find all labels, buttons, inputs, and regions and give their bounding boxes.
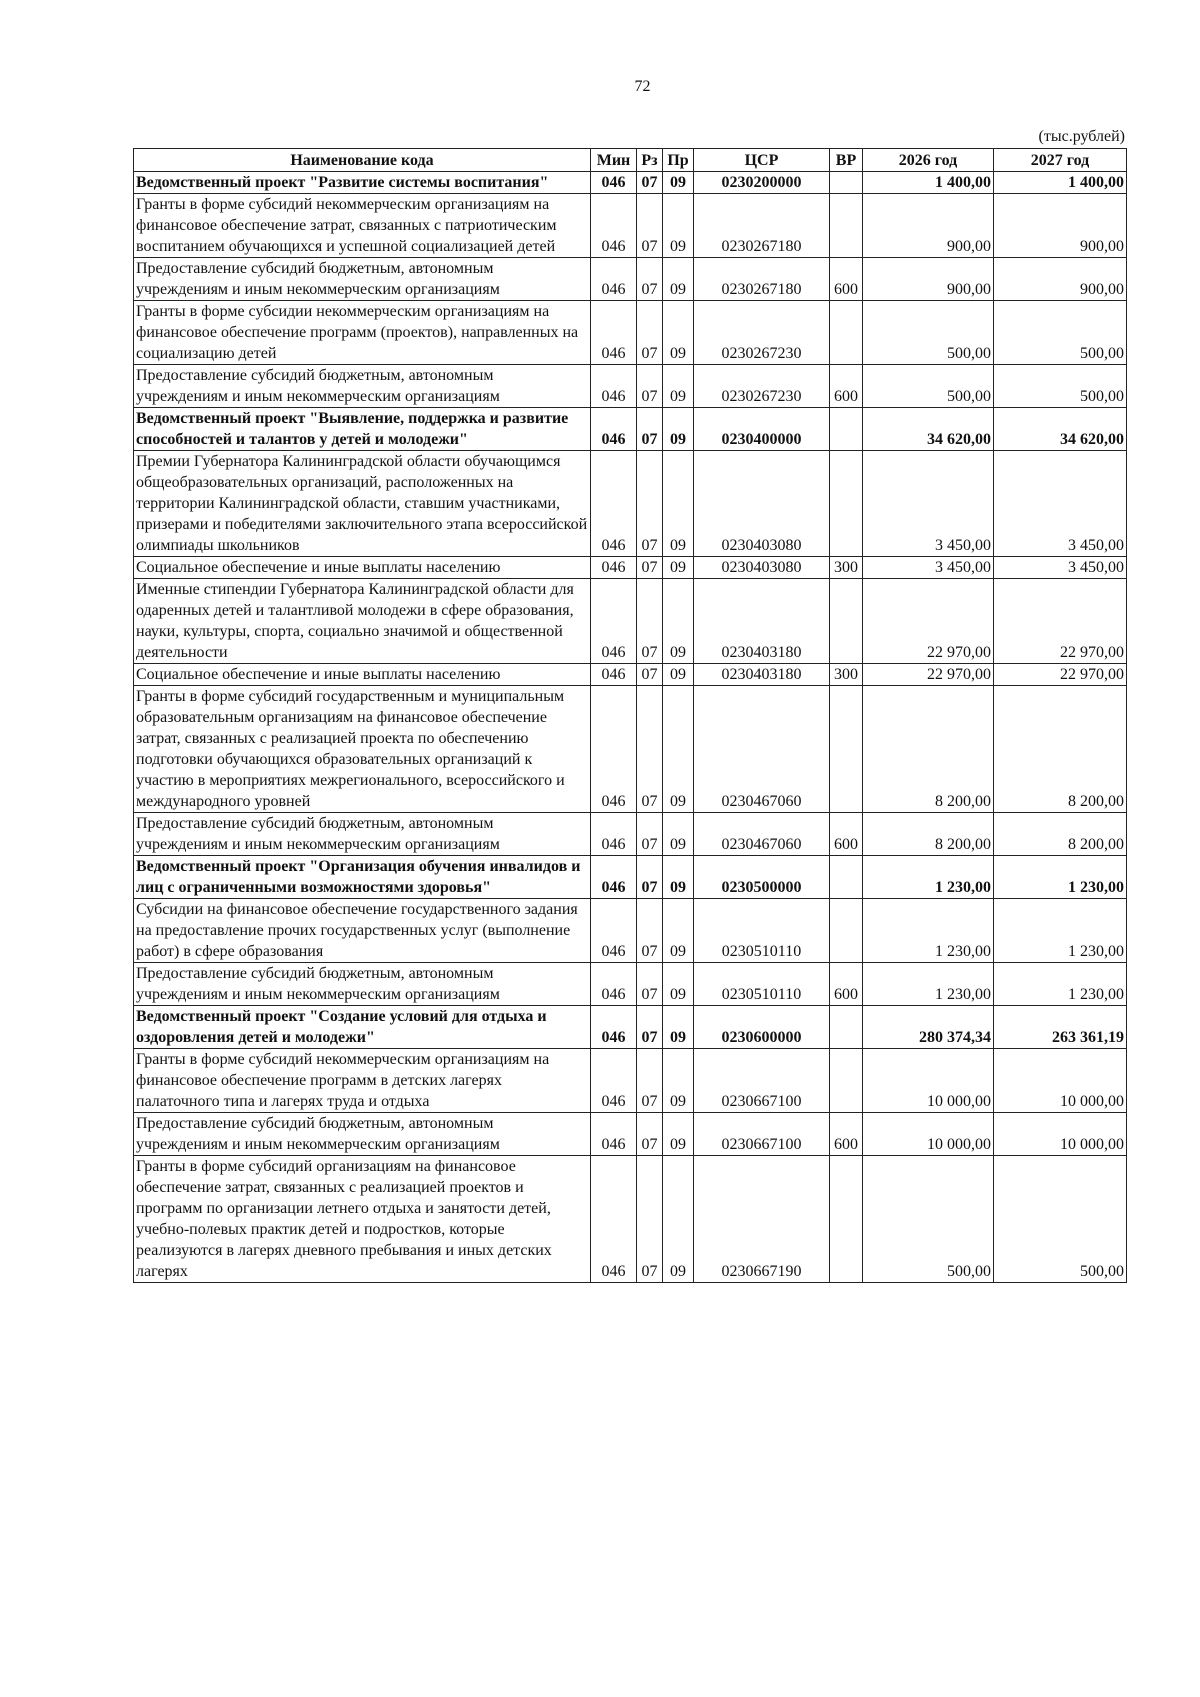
cell-pr: 09 xyxy=(663,1113,694,1156)
table-row xyxy=(134,579,1127,664)
cell-name: Предоставление субсидий бюджетным, автономным учреждениям и иным некоммерческим организациям xyxy=(134,813,591,856)
cell-2026: 1 230,00 xyxy=(863,899,994,963)
cell-vr xyxy=(830,194,863,258)
cell-min: 046 xyxy=(591,813,637,856)
cell-name: Субсидии на финансовое обеспечение государственного задания на предоставление прочих государственных услуг (выполнение работ) в сфере образования xyxy=(134,899,591,963)
cell-min: 046 xyxy=(591,664,637,686)
cell-2027: 500,00 xyxy=(994,1156,1127,1283)
cell-min: 046 xyxy=(591,408,637,451)
cell-name: Предоставление субсидий бюджетным, автономным учреждениям и иным некоммерческим организациям xyxy=(134,963,591,1006)
cell-vr xyxy=(830,686,863,813)
column-header-vr: ВР xyxy=(830,149,863,172)
cell-csr: 0230403080 xyxy=(694,557,830,579)
table-row xyxy=(134,194,1127,258)
table-row xyxy=(134,301,1127,365)
cell-pr: 09 xyxy=(663,856,694,899)
column-header-2027: 2027 год xyxy=(994,149,1127,172)
table-row xyxy=(134,664,1127,686)
cell-csr: 0230403180 xyxy=(694,579,830,664)
cell-vr xyxy=(830,1006,863,1049)
cell-pr: 09 xyxy=(663,579,694,664)
cell-rz: 07 xyxy=(637,579,663,664)
cell-2026: 900,00 xyxy=(863,194,994,258)
table-row xyxy=(134,686,1127,813)
cell-csr: 0230267230 xyxy=(694,301,830,365)
cell-csr: 0230500000 xyxy=(694,856,830,899)
cell-min: 046 xyxy=(591,963,637,1006)
table-row xyxy=(134,172,1127,194)
cell-pr: 09 xyxy=(663,365,694,408)
cell-vr xyxy=(830,1156,863,1283)
cell-rz: 07 xyxy=(637,172,663,194)
cell-2027: 22 970,00 xyxy=(994,579,1127,664)
cell-csr: 0230267180 xyxy=(694,258,830,301)
cell-min: 046 xyxy=(591,557,637,579)
cell-2027: 1 400,00 xyxy=(994,172,1127,194)
cell-vr: 600 xyxy=(830,963,863,1006)
table-body xyxy=(134,172,1127,1283)
cell-2026: 500,00 xyxy=(863,301,994,365)
cell-rz: 07 xyxy=(637,194,663,258)
cell-2026: 3 450,00 xyxy=(863,557,994,579)
cell-2026: 22 970,00 xyxy=(863,664,994,686)
cell-rz: 07 xyxy=(637,856,663,899)
cell-rz: 07 xyxy=(637,664,663,686)
cell-min: 046 xyxy=(591,899,637,963)
cell-vr: 600 xyxy=(830,1113,863,1156)
cell-2027: 263 361,19 xyxy=(994,1006,1127,1049)
cell-2027: 500,00 xyxy=(994,365,1127,408)
cell-csr: 0230267180 xyxy=(694,194,830,258)
table-row xyxy=(134,1156,1127,1283)
cell-csr: 0230403180 xyxy=(694,664,830,686)
cell-pr: 09 xyxy=(663,963,694,1006)
cell-pr: 09 xyxy=(663,1156,694,1283)
cell-min: 046 xyxy=(591,365,637,408)
cell-vr xyxy=(830,856,863,899)
cell-2026: 280 374,34 xyxy=(863,1006,994,1049)
cell-vr xyxy=(830,451,863,557)
cell-rz: 07 xyxy=(637,451,663,557)
cell-name: Гранты в форме субсидий некоммерческим организациям на финансовое обеспечение программ в детских лагерях палаточного типа и лагерях труда и отдыха xyxy=(134,1049,591,1113)
cell-vr: 600 xyxy=(830,813,863,856)
cell-2027: 22 970,00 xyxy=(994,664,1127,686)
cell-2027: 500,00 xyxy=(994,301,1127,365)
cell-2026: 1 400,00 xyxy=(863,172,994,194)
cell-2026: 3 450,00 xyxy=(863,451,994,557)
table-row xyxy=(134,258,1127,301)
cell-2027: 8 200,00 xyxy=(994,813,1127,856)
cell-pr: 09 xyxy=(663,301,694,365)
table-row xyxy=(134,899,1127,963)
cell-name: Социальное обеспечение и иные выплаты населению xyxy=(134,557,591,579)
cell-2026: 1 230,00 xyxy=(863,856,994,899)
cell-2026: 22 970,00 xyxy=(863,579,994,664)
table-row xyxy=(134,451,1127,557)
cell-rz: 07 xyxy=(637,301,663,365)
cell-csr: 0230667100 xyxy=(694,1113,830,1156)
cell-vr xyxy=(830,172,863,194)
cell-pr: 09 xyxy=(663,686,694,813)
cell-csr: 0230403080 xyxy=(694,451,830,557)
cell-rz: 07 xyxy=(637,365,663,408)
cell-pr: 09 xyxy=(663,813,694,856)
cell-pr: 09 xyxy=(663,899,694,963)
cell-pr: 09 xyxy=(663,557,694,579)
cell-name: Социальное обеспечение и иные выплаты населению xyxy=(134,664,591,686)
unit-note: (тыс.рублей) xyxy=(1038,128,1125,145)
cell-name: Гранты в форме субсидий некоммерческим организациям на финансовое обеспечение затрат, связанных с патриотическим воспитанием обучающихся и успешной социализацией детей xyxy=(134,194,591,258)
cell-min: 046 xyxy=(591,856,637,899)
column-header-2026: 2026 год xyxy=(863,149,994,172)
table-header-row xyxy=(134,149,1127,172)
cell-2026: 34 620,00 xyxy=(863,408,994,451)
cell-rz: 07 xyxy=(637,1006,663,1049)
cell-2027: 8 200,00 xyxy=(994,686,1127,813)
cell-min: 046 xyxy=(591,579,637,664)
cell-name: Предоставление субсидий бюджетным, автономным учреждениям и иным некоммерческим организациям xyxy=(134,365,591,408)
table-row xyxy=(134,365,1127,408)
cell-2027: 10 000,00 xyxy=(994,1049,1127,1113)
cell-min: 046 xyxy=(591,301,637,365)
budget-table xyxy=(133,148,1127,1283)
cell-name: Гранты в форме субсидий организациям на финансовое обеспечение затрат, связанных с реализацией проектов и программ по организации летнего отдыха и занятости детей, учебно-полевых практик детей и подростков, которые реализуются в лагерях дневного пребывания и иных детских лагерях xyxy=(134,1156,591,1283)
cell-rz: 07 xyxy=(637,899,663,963)
cell-rz: 07 xyxy=(637,1049,663,1113)
cell-2026: 10 000,00 xyxy=(863,1049,994,1113)
cell-pr: 09 xyxy=(663,258,694,301)
cell-name: Именные стипендии Губернатора Калининградской области для одаренных детей и талантливой молодежи в сфере образования, науки, культуры, спорта, социально значимой и общественной деятельности xyxy=(134,579,591,664)
cell-vr: 300 xyxy=(830,557,863,579)
cell-2026: 500,00 xyxy=(863,365,994,408)
table-row xyxy=(134,856,1127,899)
column-header-pr: Пр xyxy=(663,149,694,172)
cell-vr xyxy=(830,1049,863,1113)
cell-vr: 600 xyxy=(830,365,863,408)
cell-rz: 07 xyxy=(637,1113,663,1156)
cell-min: 046 xyxy=(591,1006,637,1049)
cell-name: Предоставление субсидий бюджетным, автономным учреждениям и иным некоммерческим организациям xyxy=(134,258,591,301)
cell-2026: 10 000,00 xyxy=(863,1113,994,1156)
cell-2026: 1 230,00 xyxy=(863,963,994,1006)
cell-2027: 1 230,00 xyxy=(994,856,1127,899)
cell-min: 046 xyxy=(591,1113,637,1156)
cell-csr: 0230667100 xyxy=(694,1049,830,1113)
cell-vr: 300 xyxy=(830,664,863,686)
cell-csr: 0230200000 xyxy=(694,172,830,194)
cell-2027: 3 450,00 xyxy=(994,451,1127,557)
table-row xyxy=(134,557,1127,579)
cell-2026: 8 200,00 xyxy=(863,813,994,856)
table-row xyxy=(134,813,1127,856)
cell-pr: 09 xyxy=(663,408,694,451)
cell-rz: 07 xyxy=(637,557,663,579)
cell-2026: 8 200,00 xyxy=(863,686,994,813)
cell-csr: 0230467060 xyxy=(694,813,830,856)
cell-vr xyxy=(830,579,863,664)
cell-min: 046 xyxy=(591,1156,637,1283)
cell-rz: 07 xyxy=(637,408,663,451)
cell-min: 046 xyxy=(591,1049,637,1113)
cell-name: Премии Губернатора Калининградской области обучающимся общеобразовательных организаций, расположенных на территории Калининградской области, ставшим участниками, призерами и победителями заключительного этапа всероссийской олимпиады школьников xyxy=(134,451,591,557)
cell-name: Ведомственный проект "Развитие системы воспитания" xyxy=(134,172,591,194)
cell-name: Ведомственный проект "Выявление, поддержка и развитие способностей и талантов у детей и молодежи" xyxy=(134,408,591,451)
cell-csr: 0230267230 xyxy=(694,365,830,408)
cell-2026: 500,00 xyxy=(863,1156,994,1283)
cell-csr: 0230467060 xyxy=(694,686,830,813)
cell-vr xyxy=(830,408,863,451)
cell-2027: 34 620,00 xyxy=(994,408,1127,451)
cell-pr: 09 xyxy=(663,1049,694,1113)
cell-vr xyxy=(830,899,863,963)
cell-min: 046 xyxy=(591,258,637,301)
cell-vr xyxy=(830,301,863,365)
cell-min: 046 xyxy=(591,686,637,813)
cell-2027: 10 000,00 xyxy=(994,1113,1127,1156)
table-row xyxy=(134,1006,1127,1049)
cell-name: Предоставление субсидий бюджетным, автономным учреждениям и иным некоммерческим организациям xyxy=(134,1113,591,1156)
column-header-csr: ЦСР xyxy=(694,149,830,172)
column-header-name: Наименование кода xyxy=(134,149,591,172)
cell-csr: 0230400000 xyxy=(694,408,830,451)
cell-vr: 600 xyxy=(830,258,863,301)
cell-csr: 0230600000 xyxy=(694,1006,830,1049)
cell-name: Ведомственный проект "Создание условий для отдыха и оздоровления детей и молодежи" xyxy=(134,1006,591,1049)
cell-name: Гранты в форме субсидии некоммерческим организациям на финансовое обеспечение программ (проектов), направленных на социализацию детей xyxy=(134,301,591,365)
cell-min: 046 xyxy=(591,194,637,258)
cell-2027: 900,00 xyxy=(994,194,1127,258)
cell-min: 046 xyxy=(591,172,637,194)
cell-rz: 07 xyxy=(637,813,663,856)
cell-2026: 900,00 xyxy=(863,258,994,301)
table-row xyxy=(134,1113,1127,1156)
cell-csr: 0230510110 xyxy=(694,899,830,963)
cell-pr: 09 xyxy=(663,172,694,194)
cell-pr: 09 xyxy=(663,451,694,557)
table-row xyxy=(134,1049,1127,1113)
column-header-min: Мин xyxy=(591,149,637,172)
cell-pr: 09 xyxy=(663,1006,694,1049)
cell-rz: 07 xyxy=(637,686,663,813)
cell-rz: 07 xyxy=(637,963,663,1006)
table-row xyxy=(134,408,1127,451)
cell-2027: 900,00 xyxy=(994,258,1127,301)
cell-rz: 07 xyxy=(637,1156,663,1283)
table-row xyxy=(134,963,1127,1006)
cell-rz: 07 xyxy=(637,258,663,301)
cell-pr: 09 xyxy=(663,194,694,258)
cell-2027: 3 450,00 xyxy=(994,557,1127,579)
cell-pr: 09 xyxy=(663,664,694,686)
cell-csr: 0230510110 xyxy=(694,963,830,1006)
cell-name: Ведомственный проект "Организация обучения инвалидов и лиц с ограниченными возможностями здоровья" xyxy=(134,856,591,899)
cell-2027: 1 230,00 xyxy=(994,963,1127,1006)
cell-min: 046 xyxy=(591,451,637,557)
page-number: 72 xyxy=(634,78,651,95)
column-header-rz: Рз xyxy=(637,149,663,172)
cell-2027: 1 230,00 xyxy=(994,899,1127,963)
cell-csr: 0230667190 xyxy=(694,1156,830,1283)
cell-name: Гранты в форме субсидий государственным и муниципальным образовательным организациям на финансовое обеспечение затрат, связанных с реализацией проекта по обеспечению подготовки обучающихся образовательных организаций к участию в мероприятиях межрегионального, всероссийского и международного уровней xyxy=(134,686,591,813)
